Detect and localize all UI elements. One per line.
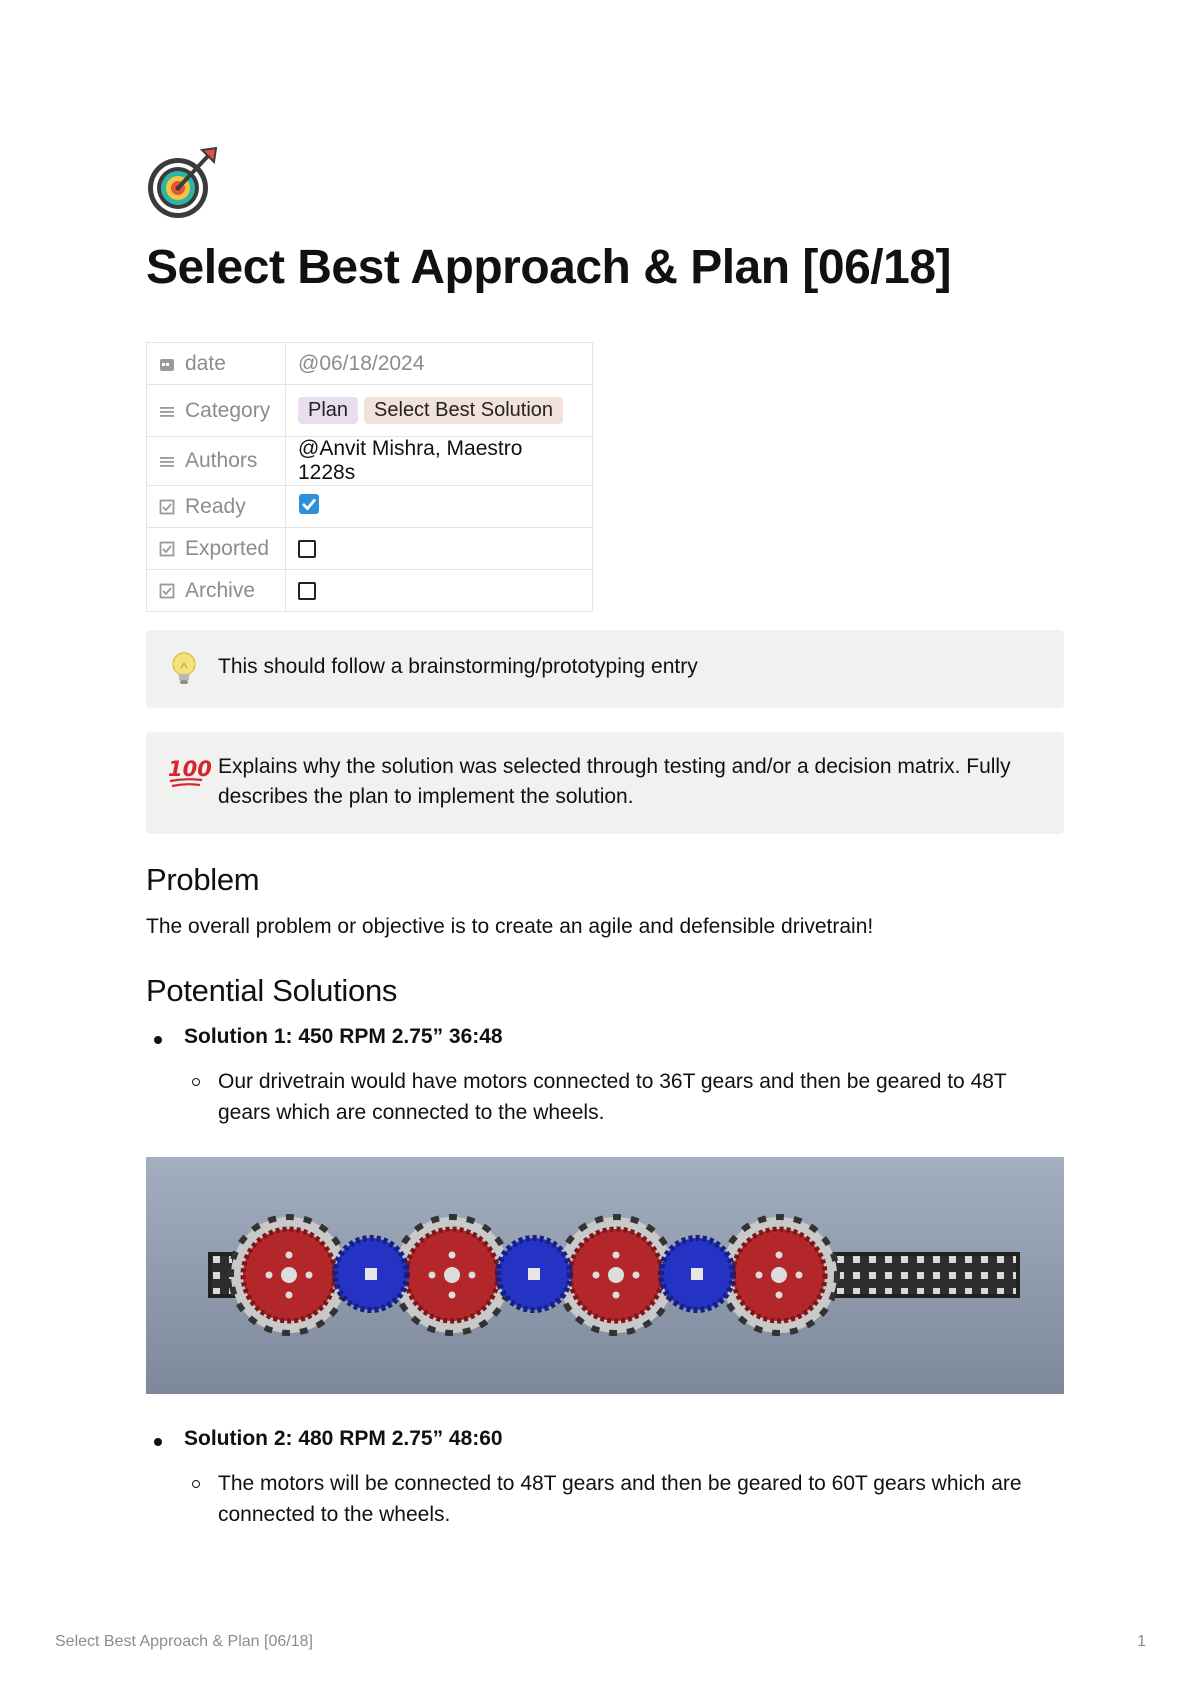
checkbox-icon xyxy=(159,583,175,599)
callout-rubric xyxy=(146,732,1064,834)
solution-1-bullet xyxy=(156,1025,503,1049)
authors-value[interactable]: @Anvit Mishra, Maestro 1228s xyxy=(298,437,523,484)
exported-checkbox[interactable] xyxy=(298,540,316,558)
wheel-4 xyxy=(721,1217,837,1333)
target-icon xyxy=(146,146,220,222)
page-title: Select Best Approach & Plan [06/18] xyxy=(146,241,951,294)
wheel-3 xyxy=(558,1217,674,1333)
property-row-ready xyxy=(147,486,593,528)
idler-gear-1 xyxy=(335,1238,407,1310)
hundred-points-icon xyxy=(168,752,212,790)
callout-text: This should follow a brainstorming/prototyping entry xyxy=(218,655,698,678)
properties-table xyxy=(146,342,593,612)
checkbox-icon xyxy=(159,541,175,557)
tag-select-best-solution[interactable]: Select Best Solution xyxy=(364,397,563,424)
archive-checkbox[interactable] xyxy=(298,582,316,600)
problem-text: The overall problem or objective is to create an agile and defensible drivetrain! xyxy=(146,915,874,938)
svg-text:100: 100 xyxy=(168,757,212,781)
list-icon xyxy=(159,453,175,469)
solution-1-title: Solution 1: 450 RPM 2.75” 36:48 xyxy=(184,1025,503,1048)
solution-2-line-2: connected to the wheels. xyxy=(218,1503,451,1526)
solution-1-description xyxy=(218,1066,1058,1128)
callout-text-line-2: describes the plan to implement the solution. xyxy=(218,785,634,808)
tag-plan[interactable]: Plan xyxy=(298,397,358,424)
solution-2-bullet xyxy=(156,1427,503,1451)
property-key: date xyxy=(185,351,226,375)
ready-checkbox-checked[interactable] xyxy=(298,493,320,515)
property-row-authors xyxy=(147,437,593,486)
list-icon xyxy=(159,403,175,419)
idler-gear-2 xyxy=(498,1238,570,1310)
solution-2-title: Solution 2: 480 RPM 2.75” 48:60 xyxy=(184,1427,503,1450)
solution-1-line-2: gears which are connected to the wheels. xyxy=(218,1101,605,1124)
date-value[interactable]: @06/18/2024 xyxy=(298,351,425,375)
solution-2-description xyxy=(218,1468,1058,1530)
checkbox-icon xyxy=(159,499,175,515)
property-key: Exported xyxy=(185,536,270,560)
drivetrain-cad-render xyxy=(146,1157,1064,1394)
property-key: Category xyxy=(185,398,271,422)
footer-title: Select Best Approach & Plan [06/18] xyxy=(55,1633,313,1650)
property-key: Authors xyxy=(185,449,258,472)
property-row-exported xyxy=(147,528,593,570)
solution-1-line-1: Our drivetrain would have motors connected to 36T gears and then be geared to 48T xyxy=(218,1070,1007,1093)
wheel-2 xyxy=(394,1217,510,1333)
wheel-1 xyxy=(231,1217,347,1333)
property-key: Archive xyxy=(185,578,256,602)
property-row-date xyxy=(147,343,593,385)
callout-note xyxy=(146,630,1064,708)
callout-text-line-1: Explains why the solution was selected through testing and/or a decision matrix. Fully xyxy=(218,755,1011,778)
solutions-heading: Potential Solutions xyxy=(146,973,398,1008)
solution-2-line-1: The motors will be connected to 48T gears and then be geared to 60T gears which are xyxy=(218,1472,1022,1495)
property-key: Ready xyxy=(185,494,246,518)
calendar-icon xyxy=(159,356,175,372)
idler-gear-3 xyxy=(661,1238,733,1310)
footer-page-number: 1 xyxy=(1137,1633,1146,1650)
problem-heading: Problem xyxy=(146,862,260,897)
property-row-category xyxy=(147,385,593,437)
property-row-archive xyxy=(147,570,593,612)
lightbulb-icon xyxy=(168,650,200,688)
